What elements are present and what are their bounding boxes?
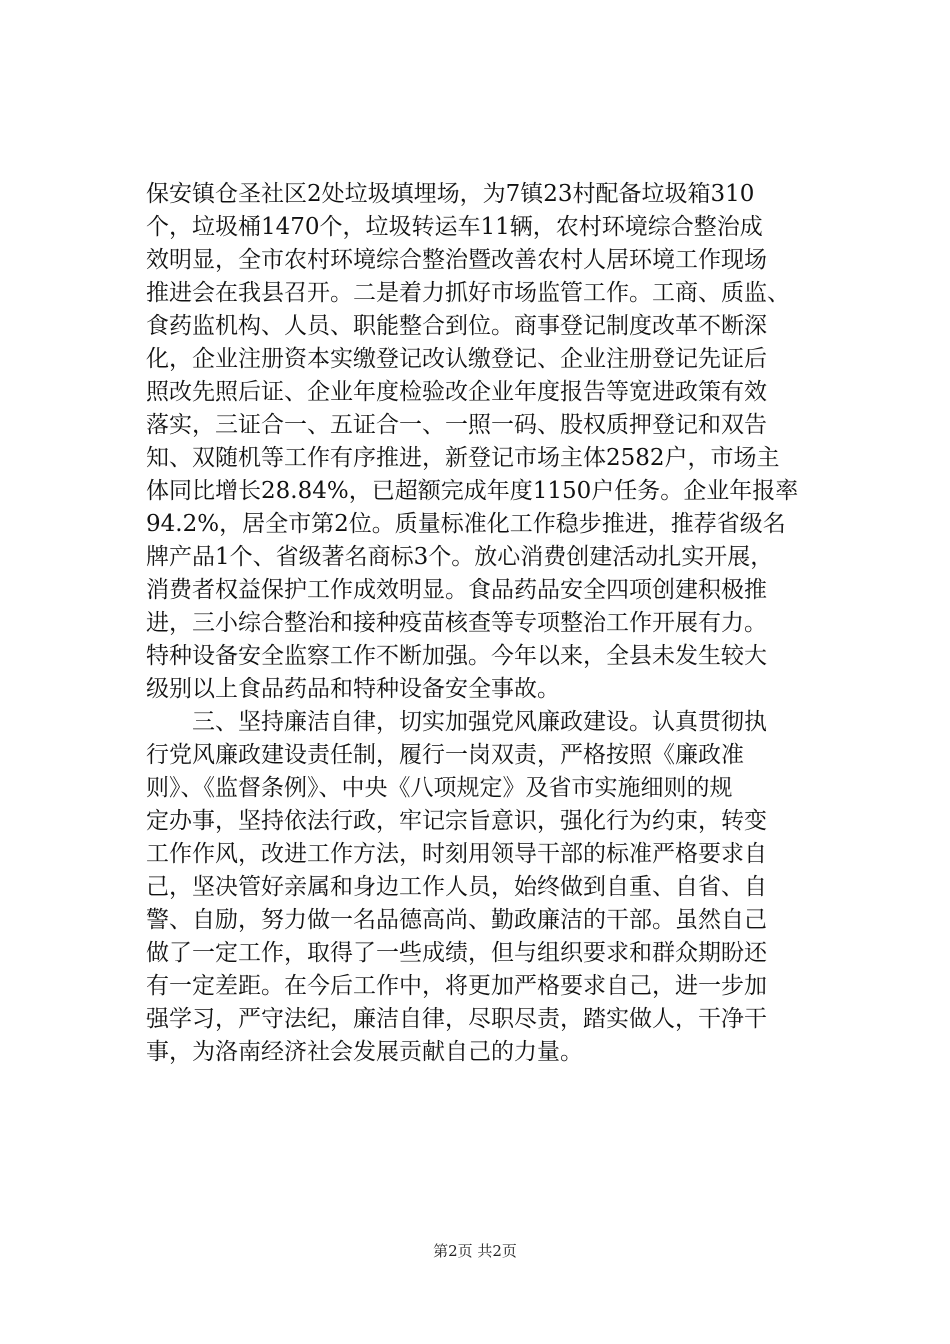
paragraph-line: 保安镇仓圣社区2处垃圾填埋场，为7镇23村配备垃圾箱310 <box>146 181 755 207</box>
paragraph-line: 体同比增长28.84%，已超额完成年度1150户任务。企业年报率 <box>146 478 799 504</box>
paragraph-line: 工作作风，改进工作方法，时刻用领导干部的标准严格要求自 <box>146 841 767 867</box>
paragraph-line: 个，垃圾桶1470个，垃圾转运车11辆，农村环境综合整治成 <box>146 214 763 240</box>
paragraph-line: 警、自励，努力做一名品德高尚、勤政廉洁的干部。虽然自己 <box>146 907 767 933</box>
paragraph-line: 强学习，严守法纪，廉洁自律，尽职尽责，踏实做人，干净干 <box>146 1006 767 1032</box>
paragraph-line: 有一定差距。在今后工作中，将更加严格要求自己，进一步加 <box>146 973 767 999</box>
page-footer <box>0 1241 950 1261</box>
paragraph-line: 知、双随机等工作有序推进，新登记市场主体2582户，市场主 <box>146 445 780 471</box>
paragraph-line: 己，坚决管好亲属和身边工作人员，始终做到自重、自省、自 <box>146 874 767 900</box>
paragraph-line-indented: 三、坚持廉洁自律，切实加强党风廉政建设。认真贯彻执 <box>192 709 767 735</box>
paragraph-line: 进，三小综合整治和接种疫苗核查等专项整治工作开展有力。 <box>146 610 767 636</box>
paragraph-line: 做了一定工作，取得了一些成绩，但与组织要求和群众期盼还 <box>146 940 767 966</box>
paragraph-line: 94.2%，居全市第2位。质量标准化工作稳步推进，推荐省级名 <box>146 511 786 537</box>
paragraph-line: 化，企业注册资本实缴登记改认缴登记、企业注册登记先证后 <box>146 346 767 372</box>
page-number: 第2页 共2页 <box>433 1242 517 1260</box>
document-body <box>146 178 811 1069</box>
paragraph-line: 则》、《监督条例》、中央《八项规定》及省市实施细则的规 <box>146 775 733 801</box>
paragraph-line: 消费者权益保护工作成效明显。食品药品安全四项创建积极推 <box>146 577 767 603</box>
paragraph-line: 效明显，全市农村环境综合整治暨改善农村人居环境工作现场 <box>146 247 767 273</box>
paragraph-1 <box>146 178 811 706</box>
paragraph-line: 牌产品1个、省级著名商标3个。放心消费创建活动扎实开展， <box>146 544 774 570</box>
paragraph-line: 照改先照后证、企业年度检验改企业年度报告等宽进政策有效 <box>146 379 767 405</box>
paragraph-line: 级别以上食品药品和特种设备安全事故。 <box>146 676 560 702</box>
paragraph-line: 事，为洛南经济社会发展贡献自己的力量。 <box>146 1039 583 1065</box>
paragraph-line: 推进会在我县召开。二是着力抓好市场监管工作。工商、质监、 <box>146 280 790 306</box>
paragraph-2 <box>146 706 811 1069</box>
paragraph-line: 行党风廉政建设责任制，履行一岗双责，严格按照《廉政准 <box>146 742 744 768</box>
paragraph-line: 食药监机构、人员、职能整合到位。商事登记制度改革不断深 <box>146 313 767 339</box>
paragraph-line: 落实，三证合一、五证合一、一照一码、股权质押登记和双告 <box>146 412 767 438</box>
paragraph-line: 特种设备安全监察工作不断加强。今年以来，全县未发生较大 <box>146 643 767 669</box>
paragraph-line: 定办事，坚持依法行政，牢记宗旨意识，强化行为约束，转变 <box>146 808 767 834</box>
